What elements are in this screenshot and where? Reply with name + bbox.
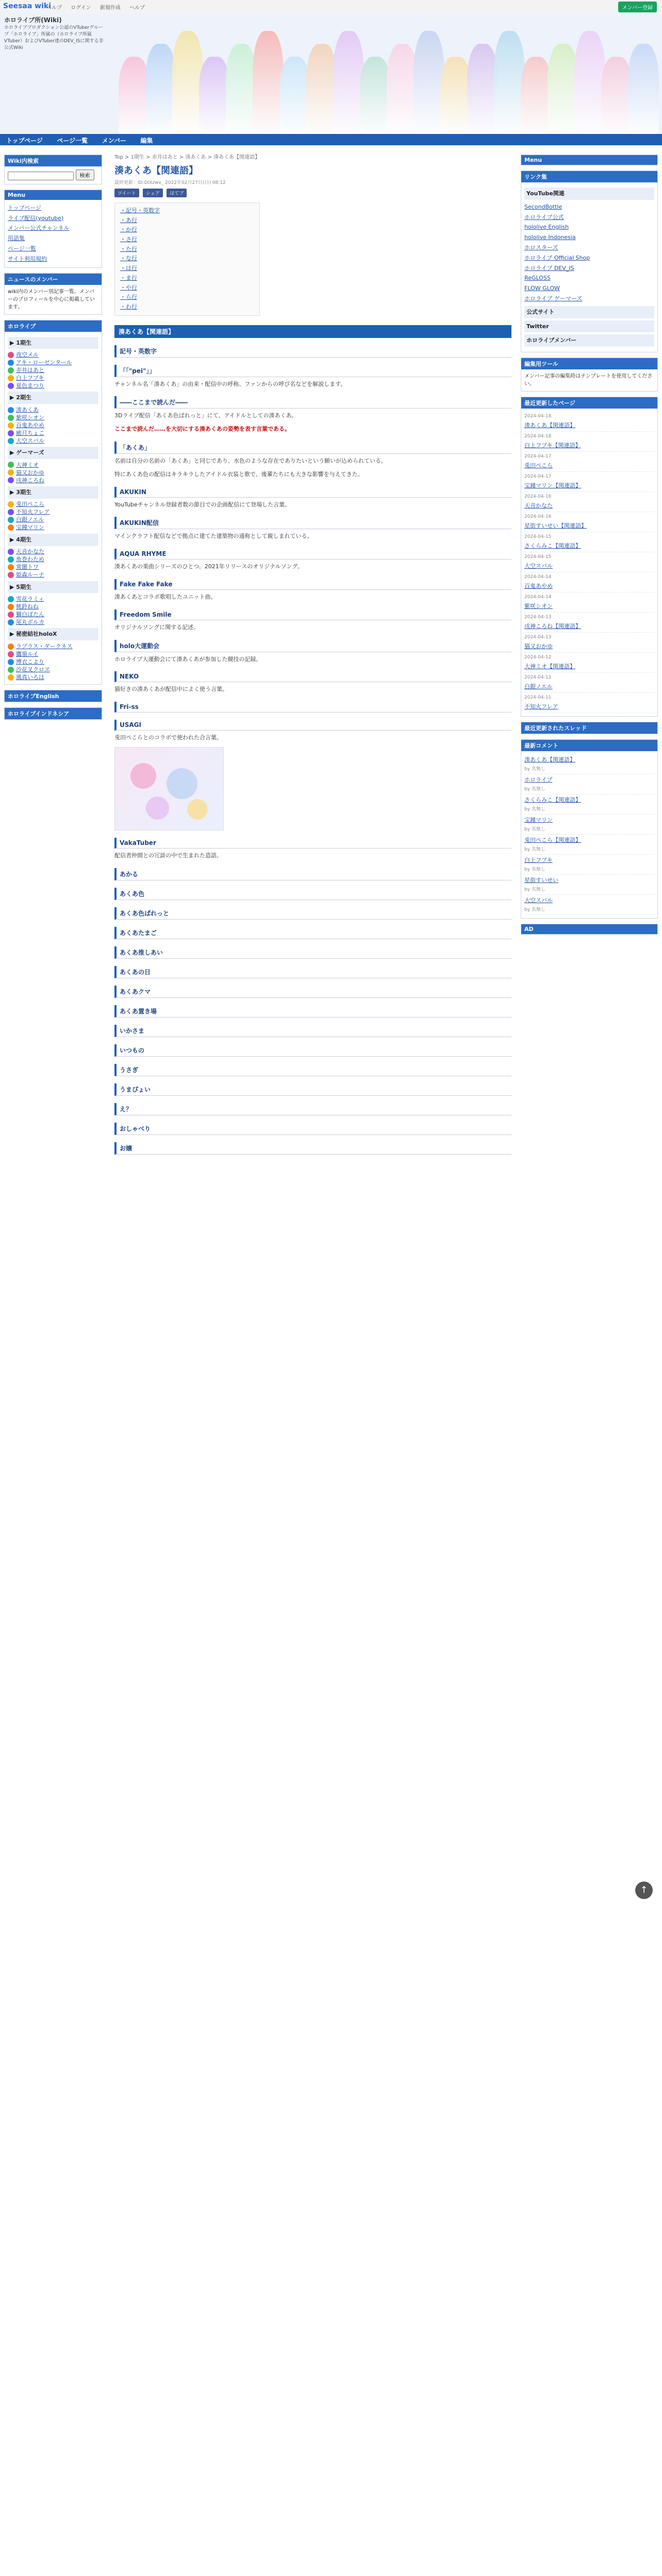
en-box — [4, 690, 102, 702]
recent-page-title[interactable]: 大神ミオ【関連語】 — [524, 663, 575, 670]
subsection-heading: USAGI — [114, 720, 511, 731]
toc-link[interactable]: ・な行 — [120, 255, 137, 262]
paragraph: 湊あくあの楽曲シリーズのひとつ。2021年リリースのオリジナルソング。 — [114, 563, 304, 570]
recent-page-title[interactable]: 兎田ぺこら — [524, 462, 553, 469]
comment-item[interactable] — [524, 875, 654, 895]
member-name[interactable]: アキ・ローゼンタール — [16, 359, 72, 366]
member-name[interactable]: 不知火フレア — [16, 509, 50, 516]
en-title[interactable]: ホロライブEnglish — [5, 690, 102, 702]
subsection-heading: あかる — [114, 868, 511, 880]
member-name[interactable]: 百鬼あやめ — [16, 421, 44, 429]
top-link[interactable]: 新規作成 — [100, 5, 121, 11]
subsection-heading: 「あくあ」 — [114, 442, 511, 454]
comment-author: by 名無し — [524, 887, 545, 892]
link-group-heading: 公式サイト — [524, 306, 654, 318]
menu-link[interactable]: ページ一覧 — [8, 245, 36, 252]
subsection-heading: おしゃべり — [114, 1123, 511, 1135]
avatar-icon — [8, 367, 14, 374]
main-content — [114, 152, 511, 1155]
avatar-icon — [8, 517, 14, 523]
recent-page-title[interactable]: 猫又おかゆ — [524, 643, 553, 650]
member-name[interactable]: 風真いろは — [16, 673, 44, 681]
member-name[interactable]: 夏色まつり — [16, 382, 44, 389]
subsection-heading: あくあ置き場 — [114, 1005, 511, 1018]
member-name[interactable]: 癒月ちょこ — [16, 429, 44, 436]
brand-logo[interactable]: Seesaa wiki — [3, 2, 52, 10]
avatar-icon — [8, 438, 14, 444]
subsection-heading: え？ — [114, 1103, 511, 1115]
comment-author: by 名無し — [524, 826, 545, 832]
nav-edit[interactable]: 編集 — [140, 137, 153, 144]
subsection-heading: Freedom Smile — [114, 609, 511, 620]
member-link[interactable] — [8, 618, 98, 626]
recent-page-date: 2024-04-18 — [524, 414, 552, 419]
subsection-heading: あくあ色ぱれっと — [114, 907, 511, 920]
member-name[interactable]: 白上フブキ — [16, 374, 44, 381]
external-link[interactable]: hololive English — [524, 224, 569, 231]
wiki-search-input[interactable] — [8, 172, 74, 180]
external-link[interactable]: SecondBottle — [524, 203, 562, 210]
recent-threads-title: 最近更新されたスレッド — [521, 722, 657, 734]
register-button[interactable]: メンバー登録 — [618, 2, 657, 12]
note-text: wiki内のメンバー別記事一覧。メンバーのプロフィールを中心に掲載しています。 — [8, 289, 95, 310]
table-of-contents — [114, 202, 260, 316]
comment-page-title[interactable]: 宝鐘マリン — [524, 816, 553, 823]
wiki-search-box — [4, 155, 102, 184]
illustration-image — [114, 747, 224, 831]
paragraph: チャンネル名「湊あくあ」の由来・配信中の呼称、ファンからの呼び名などを解説します。 — [114, 380, 346, 387]
menu-link[interactable]: サイト利用規約 — [8, 255, 47, 262]
page-title: 湊あくあ【関連語】 — [114, 165, 198, 176]
subsection-heading: Fake Fake Fake — [114, 579, 511, 590]
member-link[interactable] — [8, 673, 98, 681]
comment-page-title[interactable]: 星街すいせい — [524, 876, 558, 884]
menu-link[interactable]: ライブ配信(youtube) — [8, 214, 64, 222]
member-name[interactable]: 尾丸ポルカ — [16, 618, 44, 625]
share-hatena-button[interactable]: はてブ — [167, 189, 187, 197]
top-link[interactable]: ログイン — [71, 5, 91, 11]
avatar-icon — [8, 572, 14, 578]
recent-page-title[interactable]: 白上フブキ【関連語】 — [524, 442, 581, 449]
external-link[interactable]: ReGLOSS — [524, 275, 551, 282]
member-group-heading: ▶ ゲーマーズ — [8, 447, 98, 459]
member-name[interactable]: 鷹嶺ルイ — [16, 650, 39, 657]
subsection-heading: あくあクマ — [114, 986, 511, 998]
member-name[interactable]: 兎田ぺこら — [16, 501, 44, 508]
comment-page-title[interactable]: 白上フブキ — [524, 856, 553, 863]
member-group-heading: ▶ 2期生 — [8, 392, 98, 404]
member-name[interactable]: 白銀ノエル — [16, 516, 44, 523]
comment-page-title[interactable]: さくらみこ【関連語】 — [524, 796, 581, 803]
avatar-icon — [8, 524, 14, 531]
character-illustration — [387, 44, 418, 134]
menu-link[interactable]: 用語集 — [8, 235, 25, 242]
external-link[interactable]: ホロライブ DEV_IS — [524, 264, 574, 272]
nav-members[interactable]: メンバー — [102, 137, 126, 144]
avatar-icon — [8, 619, 14, 625]
subsection-heading: いかさま — [114, 1025, 511, 1037]
avatar-icon — [8, 674, 14, 681]
recent-page-title[interactable]: 百鬼あやめ — [524, 583, 553, 590]
scroll-to-top-button[interactable]: ↑ — [635, 1882, 653, 1899]
comment-item[interactable] — [524, 855, 654, 875]
recent-page-date: 2024-04-13 — [524, 615, 552, 620]
menu-title: Menu — [5, 190, 102, 200]
comments-box — [521, 739, 658, 919]
top-bar — [0, 0, 662, 13]
external-link[interactable]: ホロライブ公式 — [524, 213, 564, 221]
highlight-text: ここまで読んだ……を大切にする湊あくあの姿勢を表す言葉である。 — [114, 426, 290, 433]
recent-page-date: 2024-04-16 — [524, 494, 552, 500]
avatar-icon — [8, 564, 14, 570]
recent-page-item[interactable] — [524, 673, 654, 693]
recent-threads-box — [521, 722, 658, 734]
member-name[interactable]: 沙花叉クロヱ — [16, 666, 50, 673]
recent-page-date: 2024-04-12 — [524, 654, 552, 660]
share-facebook-button[interactable]: シェア — [143, 189, 163, 197]
recent-page-item[interactable] — [524, 432, 654, 452]
toc-link[interactable]: ・ま行 — [120, 274, 137, 281]
site-description: ホロライブプロダクション公認のVTuberグループ「ホロライブ」所属の（ホロライブ所属VTuber）およびVTuber達のDEV_ISに関する非公式Wiki — [4, 25, 104, 51]
edit-tools-box — [521, 358, 658, 392]
link-group-heading: YouTube関連 — [524, 188, 654, 200]
avatar-icon — [8, 422, 14, 429]
character-illustration — [253, 31, 284, 134]
menu-link[interactable]: メンバー公式チャンネル — [8, 225, 70, 232]
member-group-heading: ▶ 5期生 — [8, 581, 98, 594]
avatar-icon — [8, 469, 14, 476]
member-group-heading: ▶ 秘密結社holoX — [8, 628, 98, 640]
external-link[interactable]: FLOW GLOW — [524, 285, 560, 292]
character-illustration — [601, 57, 632, 134]
member-name[interactable]: 姫森ルーナ — [16, 571, 44, 579]
recent-page-title[interactable]: 湊あくあ【関連語】 — [524, 422, 575, 429]
page-meta: 最終更新：ID:DIXzwx_ 2022年02月27日(日) 08:12 — [114, 180, 226, 185]
menu-box — [4, 190, 102, 268]
comment-item[interactable] — [524, 815, 654, 835]
member-name[interactable]: 猫又おかゆ — [16, 469, 44, 476]
comment-item[interactable] — [524, 794, 654, 815]
character-illustration — [574, 31, 605, 134]
recent-page-item[interactable] — [524, 633, 654, 653]
avatar-icon — [8, 415, 14, 421]
character-illustration — [440, 57, 471, 134]
recent-page-title[interactable]: 戌神ころね【関連語】 — [524, 623, 581, 630]
top-links — [46, 3, 152, 11]
member-name[interactable]: 角巻わため — [16, 556, 44, 563]
comment-author: by 名無し — [524, 806, 545, 812]
subsection-heading: あくあ色 — [114, 888, 511, 900]
character-illustration — [199, 57, 230, 134]
paragraph: 兎田ぺこらとのコラボで使われた合言葉。 — [114, 734, 222, 741]
right-menu-box — [521, 155, 658, 165]
member-name[interactable]: 紫咲シオン — [16, 414, 44, 421]
recent-page-item[interactable] — [524, 492, 654, 512]
recent-page-title[interactable]: 星街すいせい【関連語】 — [524, 522, 587, 530]
character-illustration — [306, 44, 337, 134]
paragraph: YouTubeチャンネル登録者数の節目での企画配信にて登場した言葉。 — [114, 501, 291, 508]
toc-link[interactable]: ・た行 — [120, 245, 137, 252]
note-title: ニュースのメンバー — [5, 274, 102, 285]
subsection-heading: AKUKIN — [114, 487, 511, 498]
avatar-icon — [8, 596, 14, 602]
subsection-heading: AQUA RHYME — [114, 549, 511, 560]
site-header — [0, 12, 662, 134]
comment-author: by 名無し — [524, 766, 545, 772]
member-link[interactable] — [8, 524, 98, 532]
links-box — [521, 171, 658, 352]
site-title[interactable]: ホロライブ所(Wiki) — [4, 16, 62, 24]
avatar-icon — [8, 667, 14, 673]
right-menu-title: Menu — [521, 155, 657, 165]
character-illustration — [521, 57, 552, 134]
comment-author: by 名無し — [524, 786, 545, 792]
comment-author: by 名無し — [524, 846, 545, 852]
character-illustration — [467, 44, 498, 134]
subsection-heading: うさぎ — [114, 1064, 511, 1076]
character-illustration — [360, 57, 391, 134]
edit-tools-text: メンバー記事の編集時はテンプレートを使用してください。 — [524, 374, 653, 387]
avatar-icon — [8, 549, 14, 555]
member-name[interactable]: 大神ミオ — [16, 461, 39, 468]
character-illustration — [413, 31, 444, 134]
recent-page-date: 2024-04-17 — [524, 474, 552, 480]
member-link[interactable] — [8, 477, 98, 484]
character-illustration — [548, 44, 578, 134]
comments-title: 最新コメント — [521, 740, 657, 751]
recent-page-item[interactable] — [524, 552, 654, 572]
character-illustration — [119, 57, 150, 134]
subsection-heading: あくあたまご — [114, 927, 511, 939]
id-box — [4, 707, 102, 720]
recent-page-title[interactable]: 白銀ノエル — [524, 683, 553, 690]
subsection-heading: いつもの — [114, 1044, 511, 1057]
subsection-heading: あくあの日 — [114, 966, 511, 978]
recent-page-title[interactable]: 大空スバル — [524, 563, 553, 570]
nav-pages[interactable]: ページ一覧 — [57, 137, 88, 144]
subsection-heading: うまぴょい — [114, 1083, 511, 1096]
comment-author: by 名無し — [524, 867, 545, 872]
comment-page-title[interactable]: ホロライブ — [524, 776, 553, 783]
character-illustration — [145, 44, 176, 134]
member-name[interactable]: 湊あくあ — [16, 406, 39, 413]
member-name[interactable]: 常闇トワ — [16, 564, 39, 571]
member-name[interactable]: 獅白ぼたん — [16, 611, 44, 618]
paragraph: 配信者仲間との冗談の中で生まれた造語。 — [114, 852, 222, 859]
subsection-heading: 「「"pei"」」 — [114, 365, 511, 377]
link-group-heading: Twitter — [524, 320, 654, 333]
recent-page-item[interactable] — [524, 613, 654, 633]
recent-page-date: 2024-04-15 — [524, 554, 552, 560]
member-link[interactable] — [8, 382, 98, 389]
ad-label: AD — [521, 924, 657, 934]
section-heading: 湊あくあ【関連語】 — [114, 325, 511, 338]
paragraph: 湊あくあとコラボ歌唱したユニット曲。 — [114, 593, 217, 600]
subsection-heading: お嬢 — [114, 1142, 511, 1155]
nav-top[interactable]: トップページ — [6, 137, 43, 144]
member-name[interactable]: 博衣こより — [16, 658, 44, 665]
character-illustration — [226, 44, 257, 134]
ad-box — [521, 924, 658, 935]
paragraph: オリジナルソングに関する記述。 — [114, 623, 200, 631]
recent-page-item[interactable] — [524, 532, 654, 552]
recent-page-title[interactable]: 紫咲シオン — [524, 603, 553, 610]
recent-page-title[interactable]: 天音かなた — [524, 502, 553, 510]
recent-page-date: 2024-04-17 — [524, 454, 552, 460]
avatar-icon — [8, 604, 14, 610]
comment-page-title[interactable]: 湊あくあ【関連語】 — [524, 756, 575, 763]
subsection-heading: Fri-ss — [114, 702, 511, 713]
comment-page-title[interactable]: 兎田ぺこら【関連語】 — [524, 836, 581, 843]
avatar-icon — [8, 556, 14, 563]
paragraph: 3Dライブ配信「あくあ色ぱれっと」にて、アイドルとしての湊あくあ。 — [114, 412, 297, 419]
toc-link[interactable]: ・記号・英数字 — [120, 207, 160, 214]
recent-pages-title: 最近更新したページ — [521, 397, 657, 409]
paragraph: マインクラフト配信などで拠点に建てた建築物の通称として親しまれている。 — [114, 533, 313, 540]
recent-page-title[interactable]: 不知火フレア — [524, 703, 558, 710]
avatar-icon — [8, 509, 14, 515]
avatar-icon — [8, 407, 14, 413]
avatar-icon — [8, 360, 14, 366]
comment-item[interactable] — [524, 835, 654, 855]
recent-page-date: 2024-04-16 — [524, 514, 552, 520]
member-name[interactable]: 赤井はあと — [16, 366, 44, 374]
breadcrumb[interactable]: Top > 1期生 > 赤井はあと > 湊あくあ > 湊あくあ【関連語】 — [114, 155, 260, 160]
member-name[interactable]: 宝鐘マリン — [16, 524, 44, 531]
character-illustration — [333, 31, 364, 134]
subsection-heading: VakaTuber — [114, 838, 511, 849]
avatar-icon — [8, 375, 14, 381]
comment-item[interactable] — [524, 754, 654, 774]
recent-pages-box — [521, 397, 658, 717]
comment-item[interactable] — [524, 774, 654, 794]
toc-link[interactable]: ・は行 — [120, 265, 137, 272]
note-box — [4, 273, 102, 315]
avatar-icon — [8, 477, 14, 483]
link-group-heading: ホロライブメンバー — [524, 334, 654, 347]
member-link[interactable] — [8, 437, 98, 445]
external-link[interactable]: ホロライブ ゲーマーズ — [524, 295, 583, 302]
top-link[interactable]: ヘルプ — [129, 5, 145, 11]
toc-link[interactable]: ・わ行 — [120, 303, 137, 310]
avatar-icon — [8, 430, 14, 436]
comment-item[interactable] — [524, 895, 654, 915]
member-name[interactable]: 大空スバル — [16, 437, 44, 444]
avatar-icon — [8, 643, 14, 650]
member-name[interactable]: 雪花ラミィ — [16, 595, 44, 602]
avatar-icon — [8, 651, 14, 657]
recent-page-item[interactable] — [524, 472, 654, 492]
recent-page-date: 2024-04-13 — [524, 634, 552, 640]
id-title[interactable]: ホロライブインドネシア — [5, 708, 102, 719]
recent-page-date: 2024-04-14 — [524, 574, 552, 580]
recent-page-item[interactable] — [524, 572, 654, 592]
external-link[interactable]: ホロライブ Official Shop — [524, 254, 590, 261]
recent-page-item[interactable] — [524, 592, 654, 613]
member-link[interactable] — [8, 571, 98, 579]
paragraph: 名前は自分の名前の「あくあ」と同じであり、水色のような存在でありたいという願いが込められている。 — [114, 457, 387, 464]
member-group-heading: ▶ 1期生 — [8, 337, 98, 349]
comment-page-title[interactable]: 大空スバル — [524, 896, 553, 904]
recent-page-title[interactable]: さくらみこ【関連語】 — [524, 543, 581, 550]
right-sidebar — [521, 155, 658, 940]
toc-link[interactable]: ・さ行 — [120, 236, 137, 243]
avatar-icon — [8, 383, 14, 389]
character-illustration — [172, 31, 203, 134]
recent-page-item[interactable] — [524, 653, 654, 673]
menu-link[interactable]: トップページ — [8, 204, 42, 211]
recent-page-date: 2024-04-15 — [524, 534, 552, 540]
subsection-heading: NEKO — [114, 671, 511, 682]
subsection-heading: あくあ推しあい — [114, 946, 511, 959]
wiki-search-button[interactable]: 検索 — [76, 170, 94, 180]
member-name[interactable]: 夜空メル — [16, 351, 39, 358]
subsection-heading: ――ここまで読んだ―― — [114, 396, 511, 409]
recent-page-item[interactable] — [524, 512, 654, 532]
paragraph: ホロライブ大運動会にて湊あくあが参加した競技の記録。 — [114, 655, 262, 663]
character-illustration — [628, 44, 659, 134]
member-list-title: ホロライブ — [5, 320, 102, 332]
paragraph: 特にあくあ色の配信はキラキラしたアイドル衣装と歌で、後輩たちにも大きな影響を与えてきた。 — [114, 470, 363, 478]
wiki-search-title: Wiki内検索 — [5, 155, 102, 166]
avatar-icon — [8, 659, 14, 665]
external-link[interactable]: ホロスターズ — [524, 244, 558, 251]
recent-page-date: 2024-04-14 — [524, 595, 552, 600]
recent-page-date: 2024-04-11 — [524, 694, 552, 700]
share-twitter-button[interactable]: ツイート — [114, 189, 139, 197]
member-group-heading: ▶ 4期生 — [8, 534, 98, 546]
top-link[interactable]: ヘルプ — [46, 5, 62, 11]
toc-link[interactable]: ・や行 — [120, 284, 137, 291]
subsection-heading: AKUKIN配信 — [114, 517, 511, 529]
avatar-icon — [8, 612, 14, 618]
member-name[interactable]: ラプラス・ダークネス — [16, 642, 73, 650]
character-illustration — [279, 57, 310, 134]
comment-author: by 名無し — [524, 907, 545, 912]
links-title: リンク集 — [521, 171, 657, 182]
edit-tools-title: 編集用ツール — [521, 358, 657, 369]
toc-link[interactable]: ・あ行 — [120, 216, 137, 224]
member-group-heading: ▶ 3期生 — [8, 486, 98, 499]
avatar-icon — [8, 352, 14, 358]
toc-link[interactable]: ・か行 — [120, 226, 137, 233]
avatar-icon — [8, 462, 14, 468]
member-name[interactable]: 桃鈴ねね — [16, 603, 39, 610]
subsection-heading: 記号・英数字 — [114, 345, 511, 358]
toc-link[interactable]: ・ら行 — [120, 294, 137, 301]
paragraph: 猫好きの湊あくあが配信中によく使う言葉。 — [114, 686, 228, 693]
member-name[interactable]: 天音かなた — [16, 548, 44, 555]
subsection-heading: holo大運動会 — [114, 640, 511, 652]
member-name[interactable]: 戌神ころね — [16, 477, 44, 484]
recent-page-date: 2024-04-18 — [524, 434, 552, 439]
character-illustration — [494, 31, 525, 134]
recent-page-item[interactable] — [524, 452, 654, 472]
recent-page-date: 2024-04-12 — [524, 674, 552, 680]
avatar-icon — [8, 501, 14, 507]
main-nav — [0, 134, 662, 145]
left-sidebar — [4, 155, 102, 725]
recent-page-item[interactable] — [524, 693, 654, 713]
member-list-box — [4, 320, 102, 685]
external-link[interactable]: hololive Indonesia — [524, 234, 576, 241]
recent-page-item[interactable] — [524, 412, 654, 432]
recent-page-title[interactable]: 宝鐘マリン【関連語】 — [524, 482, 581, 489]
